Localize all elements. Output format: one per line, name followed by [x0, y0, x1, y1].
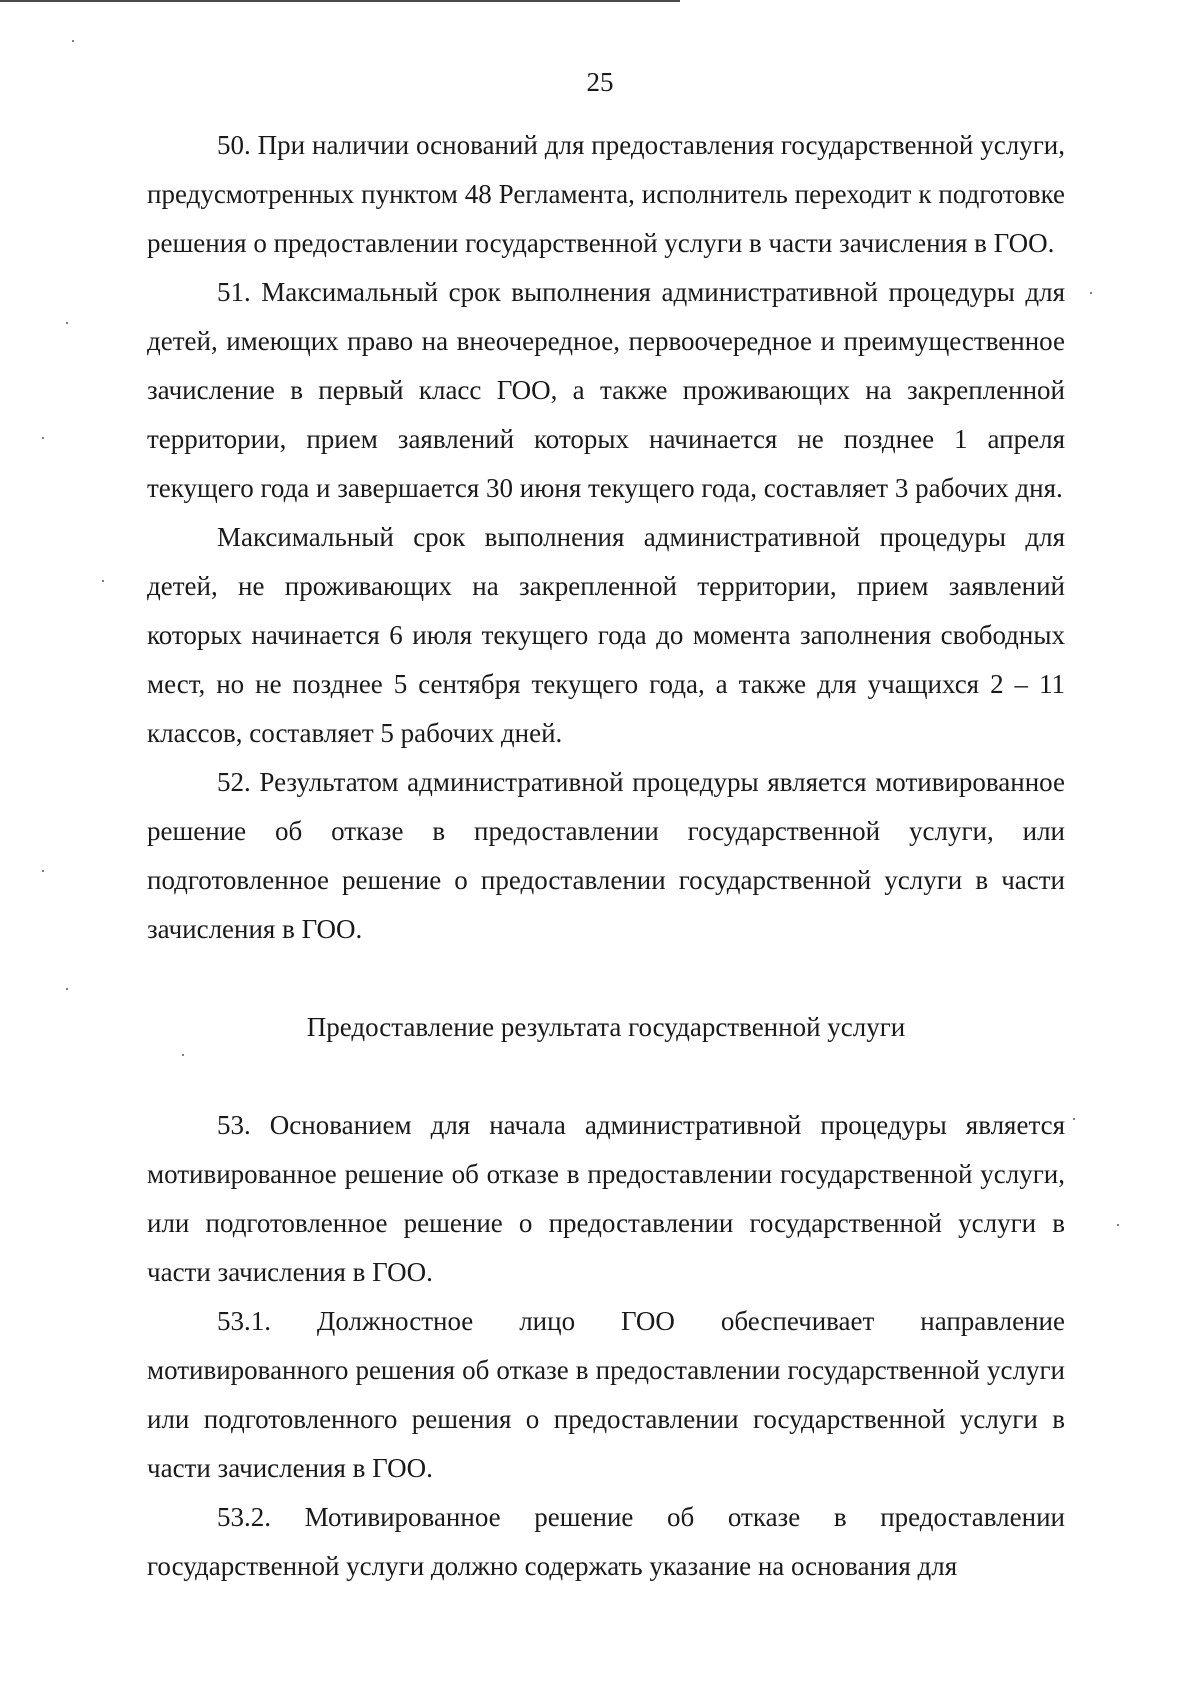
scan-speck	[102, 580, 104, 582]
document-body	[147, 121, 1065, 1591]
scan-edge-line	[0, 0, 680, 2]
scan-speck	[72, 40, 74, 42]
scan-speck	[42, 870, 44, 872]
scan-speck	[66, 322, 68, 324]
section-heading: Предоставление результата государственной услуги	[306, 1012, 906, 1042]
paragraph-51: 51. Максимальный срок выполнения административной процедуры для детей, имеющих право на внеочередное, первоочередное и преимущественное зачисление в первый класс ГОО, а также проживающих на закрепленной территории, прием заявлений которых начинается не позднее 1 апреля текущего года и завершается 30 июня текущего года, составляет 3 рабочих дня.	[147, 277, 1065, 503]
paragraph-51-continued: Максимальный срок выполнения административной процедуры для детей, не проживающих на закрепленной территории, прием заявлений которых начинается 6 июля текущего года до момента заполнения свободных мест, но не позднее 5 сентября текущего года, а также для учащихся 2 – 11 классов, составляет 5 рабочих дней.	[147, 522, 1065, 748]
scan-speck	[1073, 1118, 1075, 1120]
scan-speck	[1090, 292, 1092, 294]
paragraph-53: 53. Основанием для начала административной процедуры является мотивированное решение об отказе в предоставлении государственной услуги, или подготовленное решение о предоставлении государственной услуги в части зачисления в ГОО.	[147, 1110, 1065, 1287]
scan-speck	[42, 437, 44, 439]
scan-speck	[66, 988, 68, 990]
scan-speck	[1117, 1224, 1119, 1226]
paragraph-53-1: 53.1. Должностное лицо ГОО обеспечивает направление мотивированного решения об отказе в предоставлении государственной услуги или подготовленного решения о предоставлении государственной услуги в части зачисления в ГОО.	[147, 1306, 1065, 1483]
page-number: 25	[586, 67, 614, 97]
paragraph-52: 52. Результатом административной процедуры является мотивированное решение об отказе в предоставлении государственной услуги, или подготовленное решение о предоставлении государственной услуги в части зачисления в ГОО.	[147, 767, 1065, 944]
paragraph-53-2: 53.2. Мотивированное решение об отказе в предоставлении государственной услуги должно содержать указание на основания для	[147, 1502, 1065, 1581]
paragraph-50: 50. При наличии оснований для предоставления государственной услуги, предусмотренных пунктом 48 Регламента, исполнитель переходит к подготовке решения о предоставлении государственной услуги в части зачисления в ГОО.	[147, 130, 1065, 258]
